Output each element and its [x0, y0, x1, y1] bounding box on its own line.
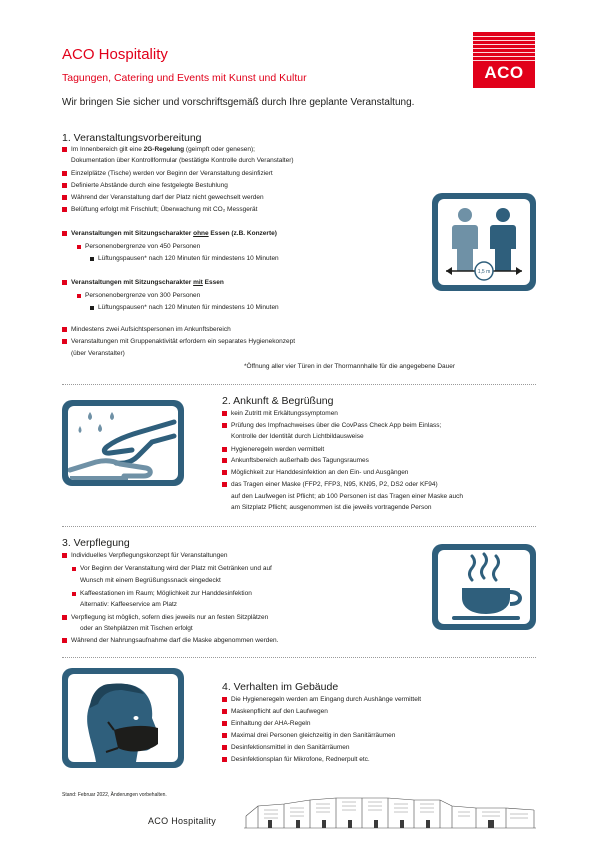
list-item-continued: oder an Stehplätzen mit Tischen erfolgt	[80, 625, 193, 632]
capacity-limit: Personenobergrenze von 300 Personen	[85, 292, 201, 299]
section-heading-preparation: 1. Veranstaltungsvorbereitung	[62, 132, 202, 144]
lead-text: Wir bringen Sie sicher und vorschriftsgemäß durch Ihre geplante Veranstaltung.	[62, 97, 415, 108]
hand-disinfection-icon	[62, 400, 184, 486]
list-item: Definierte Abstände durch eine festgelegte Bestuhlung	[71, 182, 228, 189]
divider	[62, 657, 536, 658]
section-heading-catering: 3. Verpflegung	[62, 537, 130, 549]
list-item: Während der Nahrungsaufnahme darf die Maske abgenommen werden.	[71, 637, 279, 644]
list-item-continued: (über Veranstalter)	[71, 350, 125, 357]
list-item: Vor Beginn der Veranstaltung wird der Platz mit Getränken und auf	[80, 565, 272, 572]
list-item-continued: Wunsch mit einem Begrüßungssnack eingedeckt	[80, 577, 221, 584]
list-item: Desinfektionsplan für Mikrofone, Rednerpult etc.	[231, 756, 370, 763]
footnote: *Öffnung aller vier Türen in der Thormannhalle für die angegebene Dauer	[244, 363, 456, 370]
list-item: Mindestens zwei Aufsichtspersonen im Ankunftsbereich	[71, 326, 231, 333]
page-subtitle: Tagungen, Catering und Events mit Kunst und Kultur	[62, 72, 307, 84]
rule-2g: Im Innenbereich gilt eine 2G-Regelung (geimpft oder genesen);	[71, 146, 255, 153]
list-item: das Tragen einer Maske (FFP2, FFP3, N95, KN95, P2, DS2 oder KF94)	[231, 481, 438, 488]
list-item: Möglichkeit zur Handdesinfektion an den Ein- und Ausgängen	[231, 469, 409, 476]
event-type-without-food: Veranstaltungen mit Sitzungscharakter ohne Essen (z.B. Konzerte)	[71, 230, 277, 237]
aco-logo	[473, 32, 535, 88]
list-item: Maskenpflicht auf den Laufwegen	[231, 708, 328, 715]
list-item: Einzelplätze (Tische) werden vor Beginn der Veranstaltung desinfiziert	[71, 170, 273, 177]
ventilation-rule: Lüftungspausen* nach 120 Minuten für mindestens 10 Minuten	[98, 304, 279, 311]
divider	[62, 526, 536, 527]
list-item: Belüftung erfolgt mit Frischluft; Überwachung mit CO₂ Messgerät	[71, 206, 258, 213]
face-mask-icon	[62, 668, 184, 768]
list-item-continued: Alternativ: Kaffeeservice am Platz	[80, 601, 178, 608]
divider	[62, 384, 536, 385]
rule-2g-detail: Dokumentation über Kontrollformular (bestätigte Kontrolle durch Veranstalter)	[71, 157, 294, 164]
section-heading-arrival: 2. Ankunft & Begrüßung	[222, 395, 334, 407]
list-item: Desinfektionsmittel in den Sanitärräumen	[231, 744, 350, 751]
footer-note: Stand: Februar 2022, Änderungen vorbehalten.	[62, 792, 167, 798]
list-item: kein Zutritt mit Erkältungssymptomen	[231, 410, 338, 417]
list-item: Hygieneregeln werden vermittelt	[231, 446, 325, 453]
building-illustration	[244, 786, 536, 830]
list-item: Veranstaltungen mit Gruppenaktivität erfordern ein separates Hygienekonzept	[71, 338, 296, 345]
list-item: Kaffeestationen im Raum; Möglichkeit zur Handdesinfektion	[80, 590, 252, 597]
list-item: Prüfung des Impfnachweises über die CovPass Check App beim Einlass;	[231, 422, 442, 429]
ventilation-rule: Lüftungspausen* nach 120 Minuten für mindestens 10 Minuten	[98, 255, 279, 262]
list-item: Die Hygieneregeln werden am Eingang durch Aushänge vermittelt	[231, 696, 422, 703]
list-item: Ankunftsbereich außerhalb des Tagungsraumes	[231, 457, 369, 464]
footer-brand: ACO Hospitality	[148, 816, 217, 826]
list-item-continued: Kontrolle der Identität durch Lichtbildausweise	[231, 433, 364, 440]
distance-label: 1,5 m	[477, 269, 491, 275]
logo-text: ACO	[484, 63, 524, 82]
list-item: Einhaltung der AHA-Regeln	[231, 720, 311, 727]
page-title: ACO Hospitality	[62, 46, 168, 63]
list-item-continued: auf den Laufwegen ist Pflicht; ab 100 Personen ist das Tragen einer Maske auch	[231, 493, 463, 500]
event-type-with-food: Veranstaltungen mit Sitzungscharakter mit Essen	[71, 279, 224, 286]
list-item: Individuelles Verpflegungskonzept für Veranstaltungen	[71, 552, 228, 559]
capacity-limit: Personenobergrenze von 450 Personen	[85, 243, 201, 250]
distance-icon	[432, 193, 536, 291]
section-heading-building: 4. Verhalten im Gebäude	[222, 681, 339, 693]
list-item: Während der Veranstaltung darf der Platz nicht gewechselt werden	[71, 194, 264, 201]
list-item: Verpflegung ist möglich, sofern dies jeweils nur an festen Sitzplätzen	[71, 614, 269, 621]
list-item-continued: am Sitzplatz Pflicht; ausgenommen ist die jeweils vortragende Person	[231, 504, 432, 511]
list-item: Maximal drei Personen gleichzeitig in den Sanitärräumen	[231, 732, 396, 739]
coffee-cup-icon	[432, 544, 536, 630]
